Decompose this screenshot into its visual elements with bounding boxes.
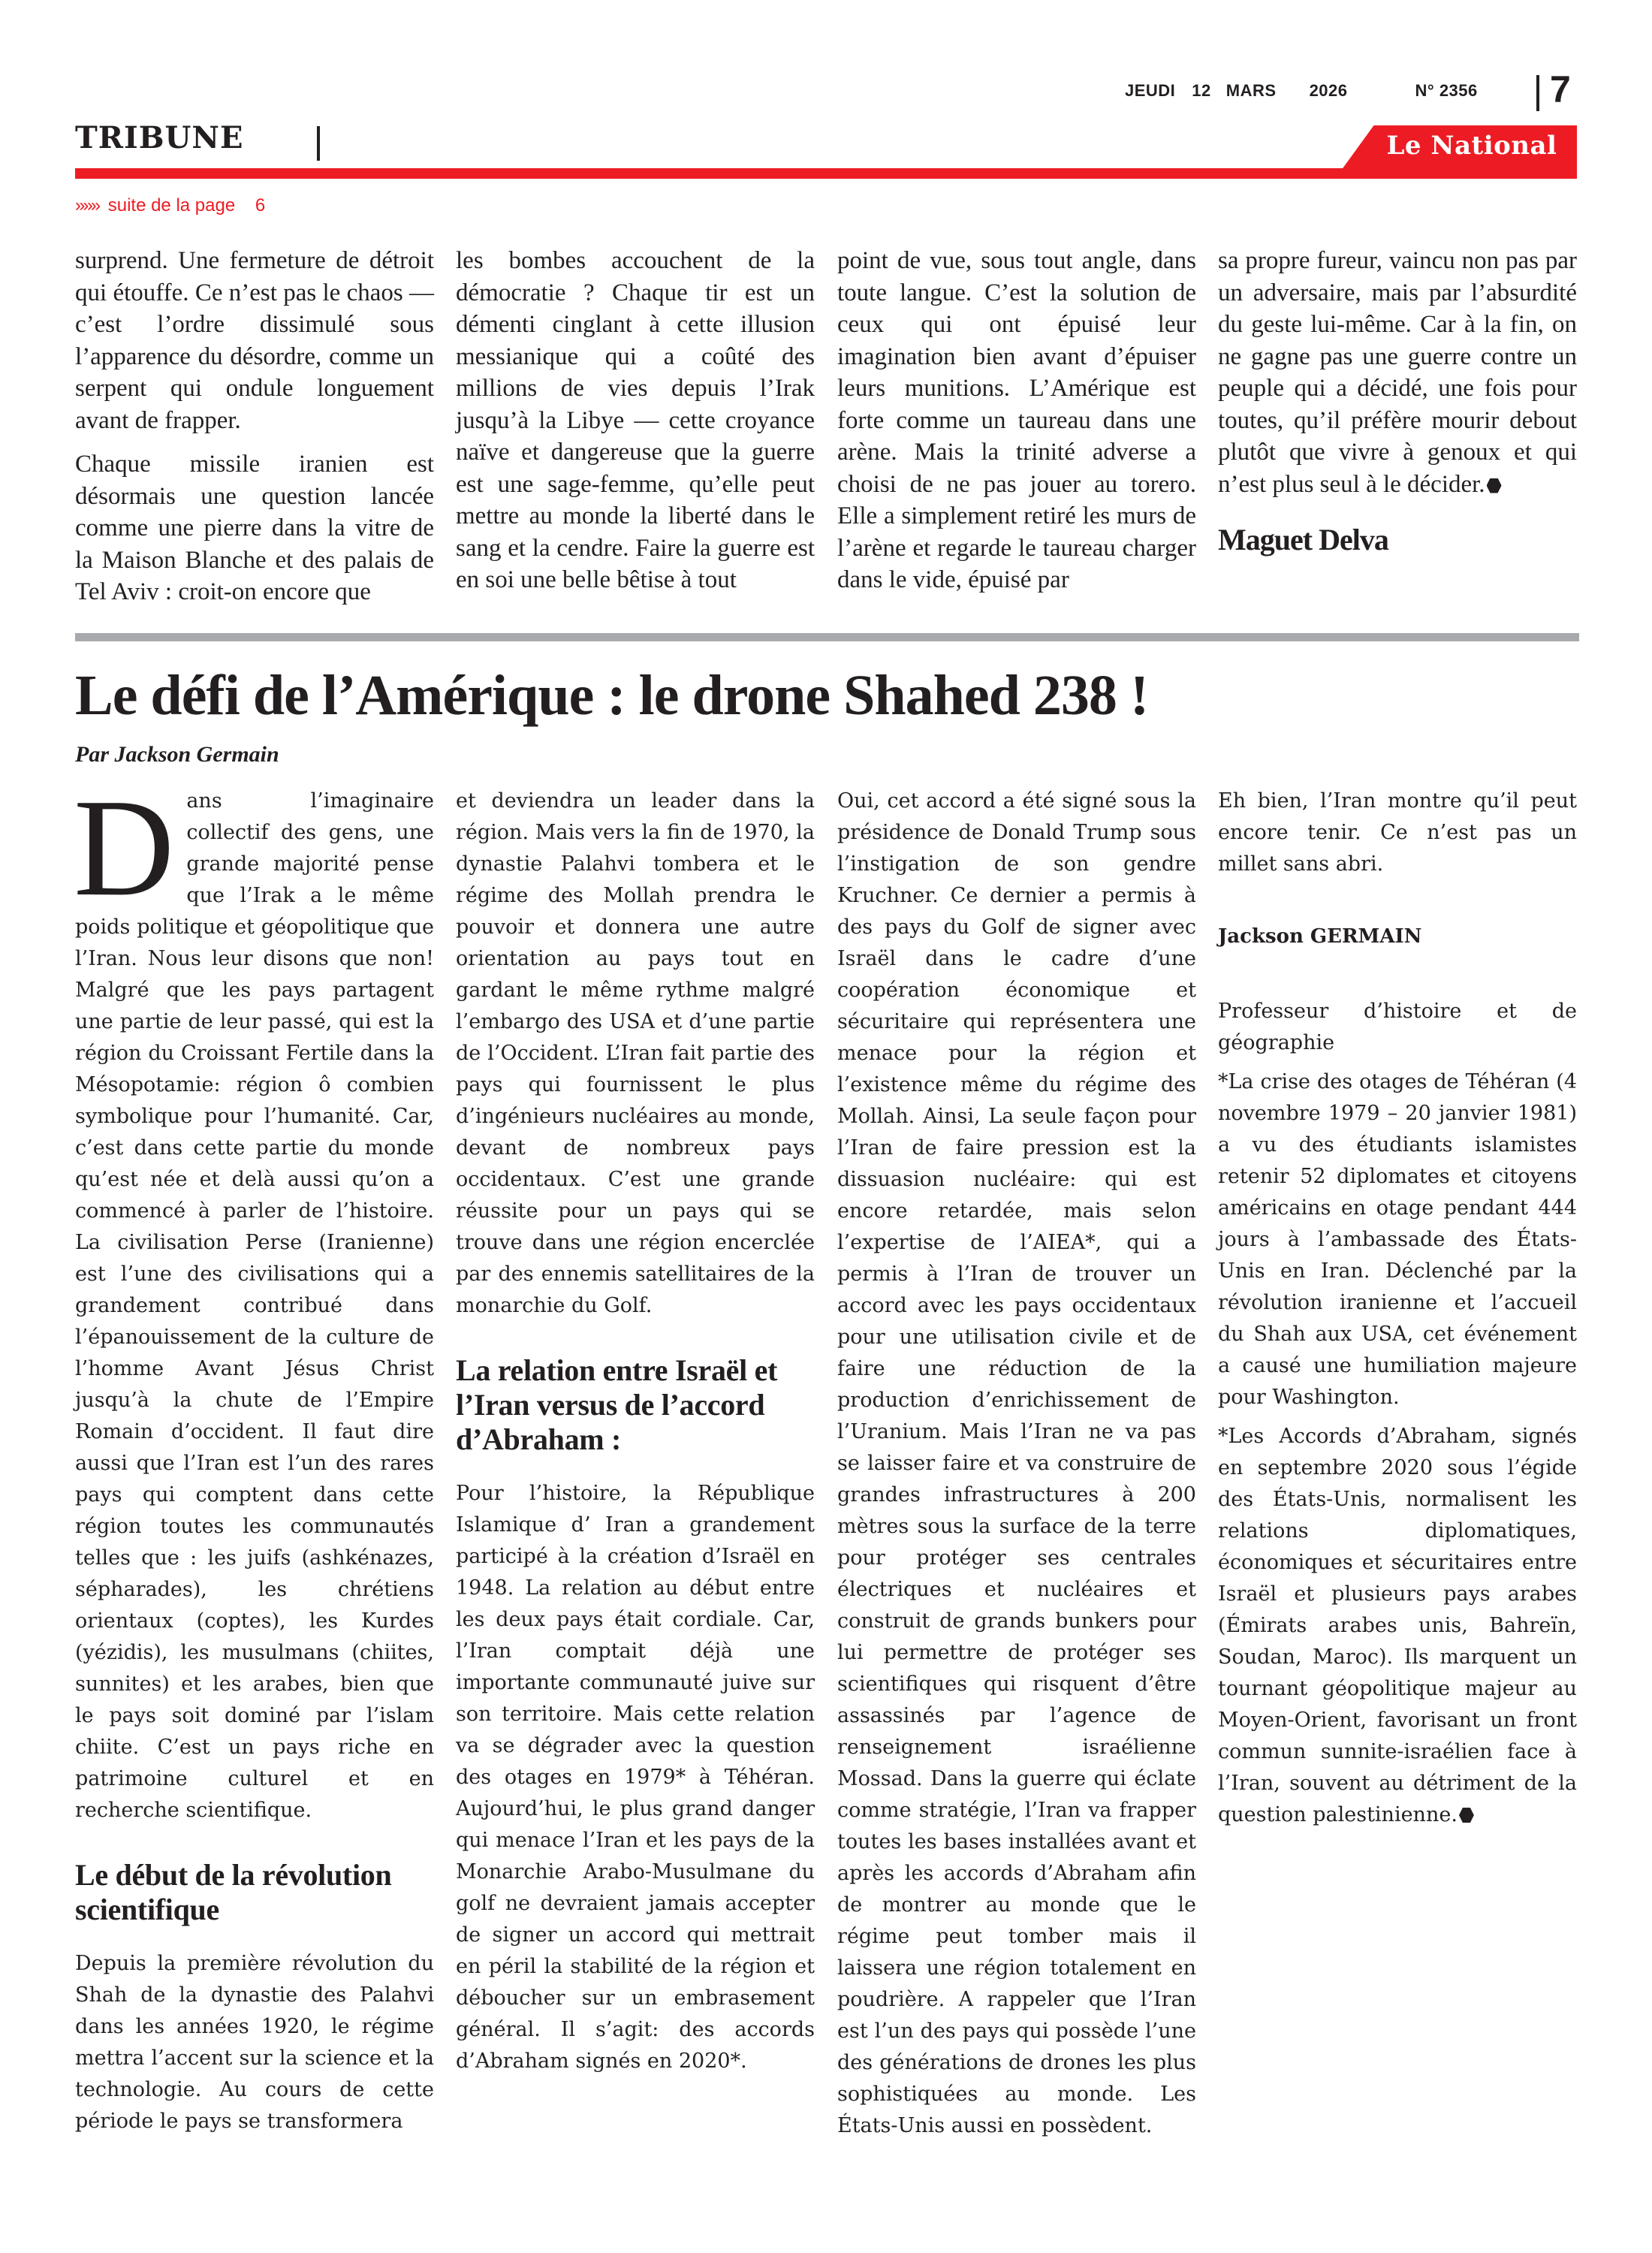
footnote (1218, 1421, 1577, 1831)
page-number-divider (1536, 75, 1539, 111)
continued-from-link[interactable] (75, 195, 265, 216)
continued-page: 6 (255, 195, 266, 216)
paragraph: Depuis la première révolution du Shah de la dynastie des Palahvi dans les années 1920, le régime mettra l’accent sur la science et la technologie. Au cours de cette période le pays se transformera (75, 1952, 434, 2133)
paragraph: point de vue, sous tout angle, dans toute langue. C’est la solution de ceux qui ont épuisé leur imagination bien avant d’épuiser leurs munitions. L’Amérique est forte comme un taureau dans une arène. Mais la trinité adverse a choisi de ne pas jouer au torero. Elle a simplement retiré les murs de l’arène et regarde le taureau charger dans le vide, épuisé par (837, 247, 1196, 593)
article-column-1 (74, 771, 434, 2145)
paragraph: Chaque missile iranien est désormais une question lancée comme une pierre dans la vitre de la Maison Blanche et des palais de Tel Aviv : croit-on encore que (75, 451, 434, 605)
brand-logo: Le National (1386, 131, 1557, 161)
subheading: Le début de la révolution scientifique (75, 1858, 392, 1926)
article-column-3 (837, 786, 1196, 2149)
tribune-column-1 (75, 245, 434, 620)
section-separator-rule (75, 633, 1579, 641)
drop-cap: D (74, 771, 175, 925)
footnote: *La crise des otages de Téhéran (4 novembre 1979 – 20 janvier 1981) a vu des étudiants islamistes retenir 52 diplomates et citoyens américains en otage pendant 444 jours à l’ambassade des États-Unis en Iran. Déclenché par la révolution iranienne et l’accueil du Shah aux USA, cet événement a causé une humiliation majeure pour Washington. (1218, 1070, 1577, 1409)
article-headline: Le défi de l’Amérique : le drone Shahed 238 ! (75, 664, 1149, 727)
dateline-month: MARS (1225, 81, 1277, 100)
paragraph-text: sa propre fureur, vaincu non pas par un adversaire, mais par l’absurdité du geste lui-même. Car à la fin, on ne gagne pas une guerre contre un peuple qui a décidé, une fois pour toutes, qu’il préfère mourir debout plutôt que vivre à genoux et qui n’est plus seul à le décider. (1218, 247, 1577, 498)
end-mark-icon (1487, 478, 1502, 493)
paragraph: surprend. Une fermeture de détroit qui étouffe. Ce n’est pas le chaos — c’est l’ordre dissimulé sous l’apparence du désordre, comme un serpent qui ondule longuement avant de frapper. (75, 247, 434, 434)
paragraph (1218, 245, 1577, 500)
paragraph: et deviendra un leader dans la région. Mais vers la fin de 1970, la dynastie Palahvi tombera et le régime des Mollah prendra le pouvoir et donnera une autre orientation au pays tout en gardant le même rythme malgré l’embargo des USA et d’une partie de l’Occident. L’Iran fait partie des pays qui fournissent le plus d’ingénieurs nucléaires au monde, devant de nombreux pays occidentaux. C’est une grande réussite pour un pays qui se trouve dans une région encerclée par des ennemis satellitaires de la monarchie du Golf. (456, 789, 815, 1317)
chevrons-icon: »»» (75, 195, 99, 216)
paragraph: les bombes accouchent de la démocratie ? Chaque tir est un démenti cinglant à cette illusion messianique qui a coûté des millions de vies depuis l’Irak jusqu’à la Libye — cette croyance naïve et dangereuse que la guerre est une sage-femme, qu’elle peut mettre au monde la liberté dans le sang et la cendre. Faire la guerre est en soi une belle bêtise à tout (456, 247, 815, 593)
dateline-date: 12 (1192, 81, 1211, 100)
author-signature: Maguet Delva (1218, 523, 1388, 556)
section-title: TRIBUNE (75, 120, 244, 155)
lead-paragraph (74, 771, 434, 1826)
closing-paragraph: Eh bien, l’Iran montre qu’il peut encore tenir. Ce n’est pas un millet sans abri. (1218, 789, 1577, 876)
author-title: Professeur d’histoire et de géographie (1218, 1000, 1577, 1054)
continued-label: suite de la page (107, 195, 236, 216)
tribune-column-4 (1218, 245, 1577, 556)
dateline-day: JEUDI (1125, 81, 1176, 100)
paragraph-text: ans l’imaginaire collectif des gens, une grande majorité pense que l’Irak a le même poids politique et géopolitique que l’Iran. Nous leur disons que non! Malgré que les pays partagent une partie de leur passé, qui est la région du Croissant Fertile dans la Mésopotamie: région ô combien symbolique pour l’humanité. Car, c’est dans cette partie du monde qu’est née et delà aussi qu’on a commencé à parler de l’histoire. La civilisation Perse (Iranienne) est l’une des civilisations qui a grandement contribué dans l’épanouissement de la culture de l’homme Avant Jésus Christ jusqu’à la chute de l’Empire Romain d’occident. Il faut dire aussi que l’Iran est l’un des rares pays qui comptent dans cette région toutes les communautés telles que : les juifs (ashkénazes, sépharades), les chrétiens orientaux (coptes), les Kurdes (yézidis), les musulmans (chiites, sunnites) et les arabes, bien que le pays soit dominé par l’islam chiite. C’est un pays riche en patrimoine culturel et en recherche scientifique. (75, 789, 434, 1822)
page-number: 7 (1550, 68, 1571, 110)
article-column-2 (456, 786, 815, 2085)
article-byline: Par Jackson Germain (75, 742, 279, 767)
dateline-year: 2026 (1309, 81, 1348, 100)
subheading: La relation entre Israël et l’Iran versus de l’accord d’Abraham : (456, 1353, 778, 1456)
section-divider (317, 126, 320, 161)
footnote-text: *Les Accords d’Abraham, signés en septembre 2020 sous l’égide des États-Unis, normalisent les relations diplomatiques, économiques et sécuritaires entre Israël et plusieurs pays arabes (Émirats arabes unis, Bahreïn, Soudan, Maroc). Ils marquent un tournant géopolitique majeur au Moyen-Orient, favorisant un front commun sunnite-israélien face à l’Iran, souvent au détriment de la question palestinienne. (1218, 1425, 1577, 1826)
paragraph: Oui, cet accord a été signé sous la présidence de Donald Trump sous l’instigation de son gendre Kruchner. Ce dernier a permis à des pays du Golf de signer avec Israël dans le cadre d’une coopération économique et sécuritaire qui représentera une menace pour la région et l’existence même du régime des Mollah. Ainsi, La seule façon pour l’Iran de faire pression est la dissuasion nucléaire: qui est encore retardée, mais selon l’expertise de l’AIEA*, qui a permis à l’Iran de trouver un accord avec les pays occidentaux pour une utilisation civile et de faire une réduction de la production d’enrichissement de l’Uranium. Mais l’Iran ne va pas se laisser faire et va construire de grandes infrastructures à 200 mètres sous la surface de la terre pour protéger ses centrales électriques et nucléaires et construit de grands bunkers pour lui permettre de protéger ses scientifiques qui risquent d’être assassinés par l’agence de renseignement israélienne Mossad. Dans la guerre qui éclate comme stratégie, l’Iran va frapper toutes les bases installées avant et après les accords d’Abraham afin de montrer au monde que le régime peut tomber mais il laissera une région totalement en poudrière. A rappeler que l’Iran est l’un des pays qui possède l’une des générations de drones les plus sophistiquées au monde. Les États-Unis aussi en possèdent. (837, 789, 1196, 2137)
paragraph: Pour l’histoire, la République Islamique d’ Iran a grandement participé à la création d’Israël en 1948. La relation au début entre les deux pays était cordiale. Car, l’Iran comptait déjà une importante communauté juive sur son territoire. Mais cette relation va se dégrader avec la question des otages en 1979* à Téhéran. Aujourd’hui, le plus grand danger qui menace l’Iran et les pays de la Monarchie Arabo-Musulmane du golf ne devraient jamais accepter de signer un accord qui mettrait en péril la stabilité de la région et déboucher sur un embrasement général. Il s’agit: des accords d’Abraham signés en 2020*. (456, 1482, 815, 2073)
dateline (1125, 81, 1478, 101)
issue-number: N° 2356 (1415, 81, 1478, 100)
article-column-4 (1218, 786, 1577, 1838)
author-name: Jackson GERMAIN (1218, 925, 1422, 948)
end-mark-icon (1459, 1808, 1474, 1823)
tribune-column-2 (456, 245, 815, 608)
tribune-column-3 (837, 245, 1196, 608)
